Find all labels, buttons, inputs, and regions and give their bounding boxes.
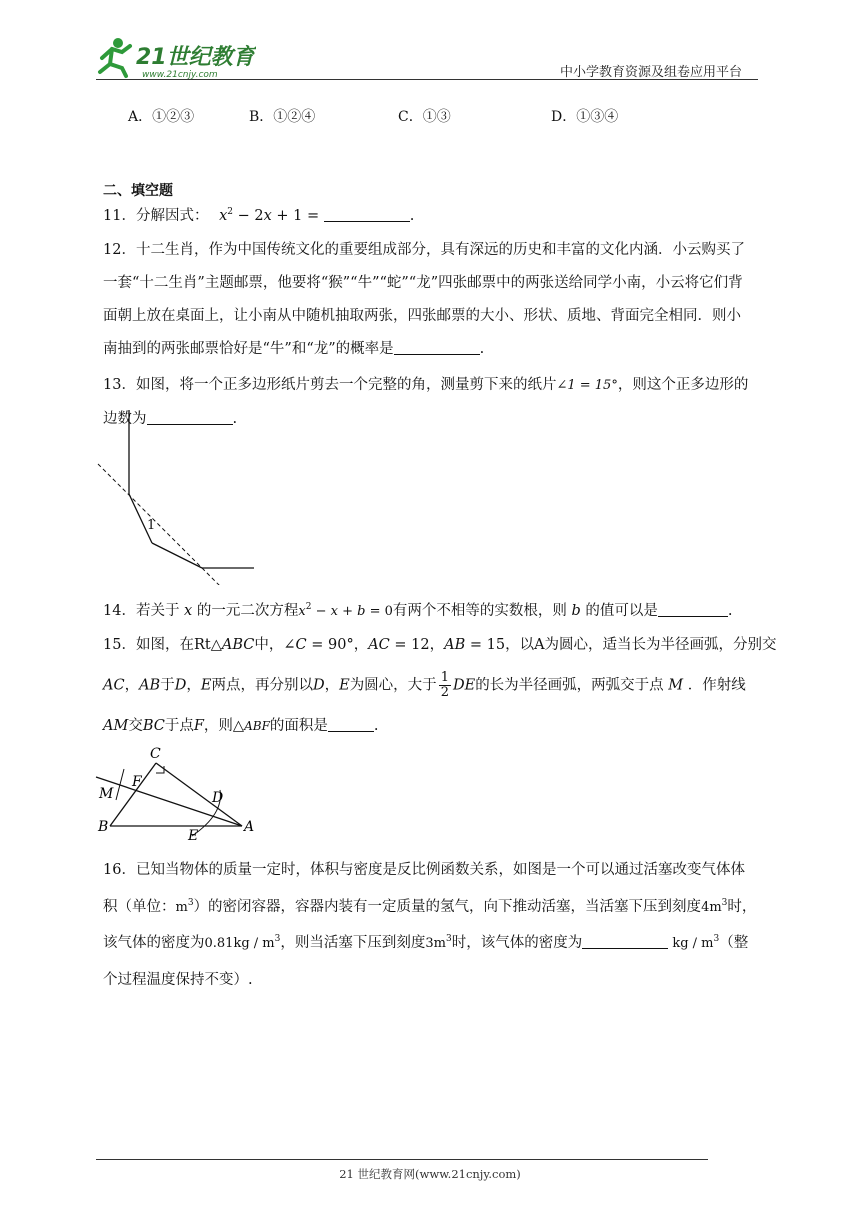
option-c: C．①③: [398, 109, 451, 125]
label-D: D: [212, 790, 224, 806]
label-B: B: [98, 819, 109, 835]
q14-part-1: 14．若关于: [103, 603, 180, 619]
q15-part-3c: ，则△: [203, 718, 245, 734]
q12-line-4: 南抽到的两张邮票恰好是“牛”和“龙”的概率是: [103, 341, 394, 357]
runner-icon: [100, 38, 130, 76]
logo-text: 21世纪教育: [136, 45, 255, 70]
q15-part-1c: ，以A为圆心，适当长为半径画弧，分别交: [505, 637, 777, 653]
q14-part-3: 有两个不相等的实数根，则: [392, 603, 567, 619]
platform-title: 中小学教育资源及组卷应用平台: [560, 65, 743, 80]
label-A: A: [244, 819, 255, 835]
label-E: E: [188, 828, 199, 844]
q13-angle: ∠1 = 15°: [556, 378, 618, 393]
question-16-line-3: 该气体的密度为$0.81kg / m^3$，则当活塞下压到刻度$3m^3$时，该气体的密度为 kg / $m^3$（整: [103, 934, 749, 951]
logo-url: www.21cnjy.com: [142, 70, 218, 80]
option-d: D．①③④: [551, 109, 619, 125]
label-C: C: [150, 746, 161, 762]
q16-part-2c: 时，: [727, 899, 757, 915]
question-13: [103, 375, 763, 396]
answer-blank: [582, 934, 668, 949]
q12-line-2: 一套“十二生肖”主题邮票，他要将“猴”“牛”“蛇”“龙”四张邮票中的两张送给同学小南，小云将它们背: [103, 275, 743, 291]
fraction-one-half: $\frac{1}{2}$: [440, 670, 449, 700]
question-15-line-3: AM交BC于点F，则△ABF的面积是 .: [103, 718, 379, 734]
q13-line-1: 13．如图，将一个正多边形纸片剪去一个完整的角，测量剪下来的纸片: [103, 377, 557, 393]
q12-line-1: 12．十二生肖，作为中国传统文化的重要组成部分，具有深远的历史和丰富的文化内涵．小云购买了: [103, 242, 745, 258]
question-16-line-2: 积（单位：$m^3$）的密闭容器，容器内装有一定质量的氢气，向下推动活塞，当活塞下压到刻度$4m^3$时，: [103, 898, 757, 915]
answer-blank: [658, 602, 728, 617]
footer-text: 21 世纪教育网(www.21cnjy.com): [339, 1167, 521, 1181]
option-b: B．①②④: [249, 109, 316, 125]
q16-line-1: 16．已知当物体的质量一定时，体积与密度是反比例函数关系，如图是一个可以通过活塞改变气体体: [103, 862, 745, 878]
q15-part-1b: 中，∠: [254, 637, 296, 653]
q15-part-3b: 于点: [164, 718, 194, 734]
answer-blank: [328, 717, 374, 732]
q13-line-1-end: ，则这个正多边形的: [617, 377, 749, 393]
q15-part-3d: 的面积是: [269, 718, 328, 734]
q15-part-2e: ．作射线: [687, 677, 746, 694]
label-F: F: [132, 774, 142, 790]
label-M: M: [99, 786, 114, 802]
footer-divider: [96, 1159, 708, 1160]
polygon-corner-figure: [94, 410, 264, 585]
question-12-end: 南抽到的两张邮票恰好是“牛”和“龙”的概率是 .: [103, 341, 485, 357]
q16-line-4: 个过程温度保持不变）.: [103, 972, 253, 988]
q15-part-1a: 15．如图，在Rt△: [103, 637, 222, 653]
q16-part-3c: 时，该气体的密度为: [451, 935, 583, 951]
question-11: 11．分解因式： $x^2 - 2x + 1$ = .: [103, 207, 415, 224]
q15-part-2b: 两点，再分别以: [211, 677, 313, 694]
answer-blank: [324, 207, 410, 222]
q16-part-2b: ）的密闭容器，容器内装有一定质量的氢气，向下推动活塞，当活塞下压到刻度: [193, 899, 702, 915]
question-15-line-1: 15．如图，在Rt△ABC中，∠C = 90°，AC = 12，AB = 15，以A为圆心，适当长为半径画弧，分别交: [103, 637, 777, 653]
answer-blank: [394, 340, 480, 355]
q16-part-3d: （整: [719, 935, 749, 951]
option-a: A．①②③: [128, 109, 195, 125]
site-logo: [96, 34, 256, 80]
question-15-line-2: AC，AB于D，E两点，再分别以D，E为圆心，大于 $\frac{1}{2}$ DE的长为半径画弧，两弧交于点 M ．作射线: [103, 670, 746, 700]
q15-part-2c: 为圆心，大于: [349, 677, 437, 694]
angle-label: 1: [147, 518, 156, 533]
q16-part-2a: 积（单位：: [103, 899, 176, 915]
q11-text: 11．分解因式：: [103, 208, 209, 224]
q15-part-3a: 交: [128, 718, 143, 734]
q16-part-3a: 该气体的密度为: [103, 935, 205, 951]
triangle-figure: [94, 744, 264, 844]
q14-part-4: 的值可以是: [585, 603, 658, 619]
q15-part-2d: 的长为半径画弧，两弧交于点: [475, 677, 664, 694]
q14-part-2: 的一元二次方程: [196, 603, 299, 619]
q16-part-3b: ，则当活塞下压到刻度: [280, 935, 426, 951]
question-13-end: 边数为 .: [103, 411, 238, 427]
q12-line-3: 面朝上放在桌面上，让小南从中随机抽取两张，四张邮票的大小、形状、质地、背面完全相同．则小: [103, 308, 741, 324]
question-14: 14．若关于 x 的一元二次方程$x^2 - x + b = 0$有两个不相等的实数根，则 b 的值可以是 .: [103, 602, 733, 619]
q13-line-2: 边数为: [103, 411, 147, 427]
q15-part-2a: 于: [160, 677, 175, 694]
header-divider: [96, 79, 758, 80]
section-title: 二、填空题: [103, 183, 173, 199]
